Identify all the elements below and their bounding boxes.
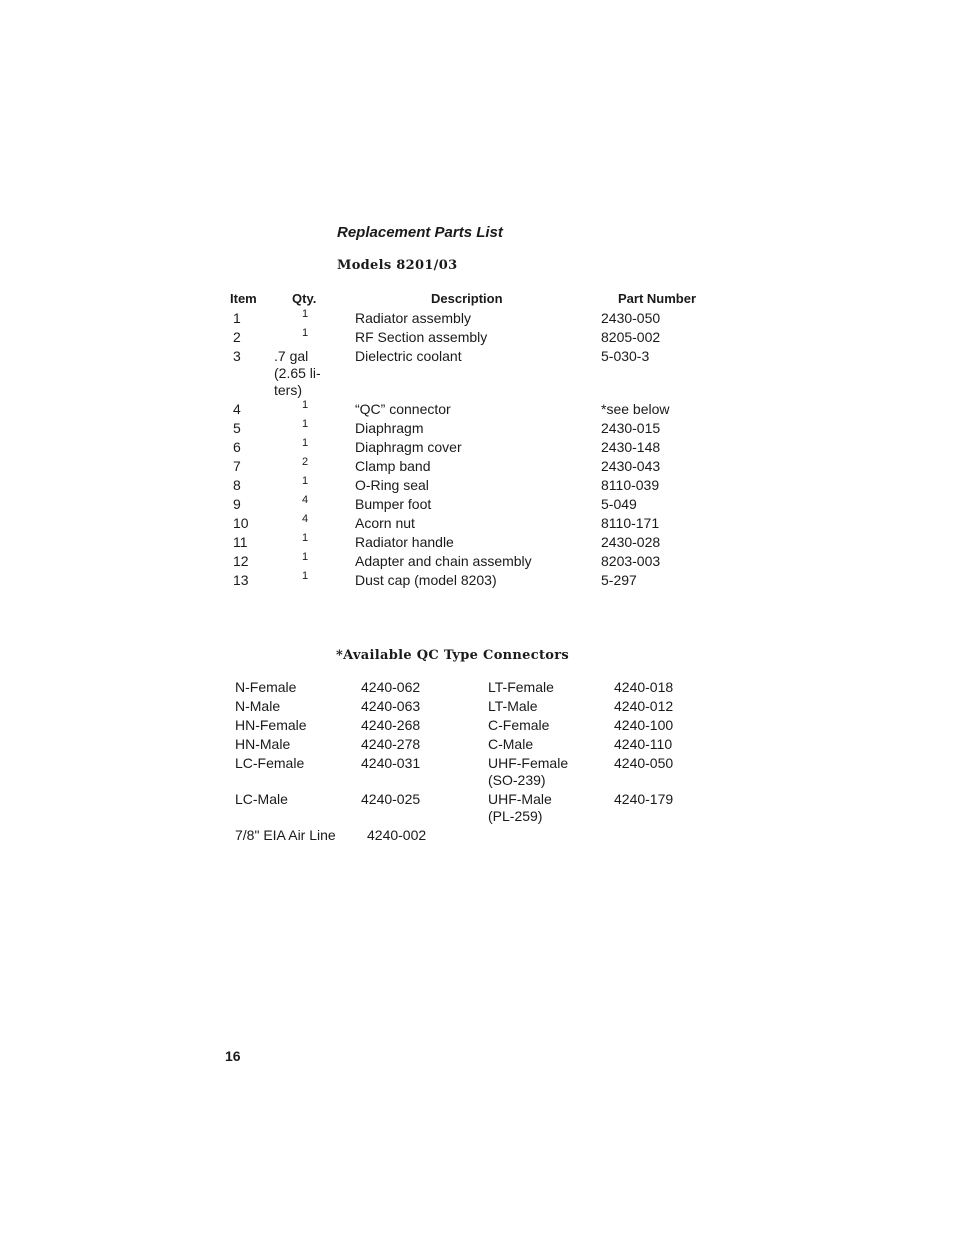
row-item-number: 2 (233, 329, 241, 345)
connector-part-number: 4240-012 (614, 698, 674, 714)
row-item-number: 1 (233, 310, 241, 326)
row-quantity: 1 (302, 437, 309, 449)
row-description: Diaphragm (355, 420, 424, 436)
connector-name: LT-Female (488, 679, 554, 695)
row-item-number: 9 (233, 496, 241, 512)
row-quantity: 1 (302, 327, 309, 339)
connector-name: HN-Male (235, 736, 291, 752)
row-quantity: 1 (302, 308, 309, 320)
row-quantity: 1 (302, 551, 309, 563)
row-part-number: 2430-015 (601, 420, 661, 436)
row-item-number: 8 (233, 477, 241, 493)
connector-part-number: 4240-278 (361, 736, 421, 752)
connector-part-number: 4240-063 (361, 698, 421, 714)
row-item-number: 11 (233, 534, 248, 550)
row-item-number: 10 (233, 515, 249, 531)
connector-part-number: 4240-002 (367, 827, 427, 843)
row-item-number: 13 (233, 572, 249, 588)
row-part-number: 2430-028 (601, 534, 661, 550)
models-subtitle: Models 8201/03 (337, 258, 458, 273)
connector-part-number: 4240-050 (614, 755, 674, 771)
row-description: Radiator assembly (355, 310, 471, 326)
connector-part-number: 4240-100 (614, 717, 674, 733)
row-part-number: 2430-050 (601, 310, 661, 326)
row-part-number: 5-030-3 (601, 348, 650, 364)
connector-name: LT-Male (488, 698, 538, 714)
row-item-number: 7 (233, 458, 241, 474)
row-part-number: *see below (601, 401, 670, 417)
row-part-number: 5-049 (601, 496, 637, 512)
row-item-number: 4 (233, 401, 241, 417)
row-part-number: 8203-003 (601, 553, 661, 569)
page-title: Replacement Parts List (337, 224, 503, 241)
connector-part-number: 4240-179 (614, 791, 674, 807)
row-item-number: 3 (233, 348, 241, 364)
row-quantity: 4 (302, 494, 309, 506)
row-part-number: 5-297 (601, 572, 637, 588)
row-description: Adapter and chain assembly (355, 553, 532, 569)
connector-part-number: 4240-031 (361, 755, 421, 771)
row-quantity: .7 gal (2.65 li- ters) (274, 348, 321, 398)
connector-part-number: 4240-025 (361, 791, 421, 807)
connector-name: 7/8" EIA Air Line (235, 827, 336, 843)
connector-name: C-Male (488, 736, 534, 752)
row-part-number: 2430-043 (601, 458, 661, 474)
row-item-number: 6 (233, 439, 241, 455)
row-quantity: 1 (302, 418, 309, 430)
row-description: Acorn nut (355, 515, 415, 531)
connector-name: N-Male (235, 698, 281, 714)
row-quantity: 1 (302, 475, 309, 487)
connector-name: N-Female (235, 679, 297, 695)
connector-name: UHF-Male (PL-259) (488, 791, 552, 824)
row-description: “QC” connector (355, 401, 451, 417)
connector-name: UHF-Female (SO-239) (488, 755, 569, 788)
header-description: Description (431, 291, 503, 306)
row-part-number: 2430-148 (601, 439, 661, 455)
row-description: Bumper foot (355, 496, 432, 512)
page-number: 16 (225, 1048, 241, 1064)
row-quantity: 4 (302, 513, 309, 525)
header-item: Item (230, 291, 257, 306)
row-quantity: 1 (302, 570, 309, 582)
row-quantity: 1 (302, 532, 309, 544)
row-part-number: 8110-039 (601, 477, 660, 493)
row-description: Radiator handle (355, 534, 454, 550)
row-part-number: 8110-171 (601, 515, 660, 531)
header-qty: Qty. (292, 291, 317, 306)
row-item-number: 5 (233, 420, 241, 436)
connector-part-number: 4240-018 (614, 679, 674, 695)
connectors-heading: *Available QC Type Connectors (336, 648, 569, 663)
row-item-number: 12 (233, 553, 249, 569)
header-part-number: Part Number (618, 291, 697, 306)
row-part-number: 8205-002 (601, 329, 661, 345)
row-description: O-Ring seal (355, 477, 429, 493)
connector-name: C-Female (488, 717, 550, 733)
row-quantity: 2 (302, 456, 309, 468)
row-description: Diaphragm cover (355, 439, 462, 455)
row-description: Clamp band (355, 458, 431, 474)
connector-part-number: 4240-110 (614, 736, 673, 752)
row-quantity: 1 (302, 399, 309, 411)
row-description: Dust cap (model 8203) (355, 572, 497, 588)
connector-part-number: 4240-062 (361, 679, 421, 695)
row-description: RF Section assembly (355, 329, 488, 345)
connector-name: LC-Female (235, 755, 305, 771)
connector-name: LC-Male (235, 791, 288, 807)
connector-name: HN-Female (235, 717, 307, 733)
connector-part-number: 4240-268 (361, 717, 421, 733)
row-description: Dielectric coolant (355, 348, 462, 364)
